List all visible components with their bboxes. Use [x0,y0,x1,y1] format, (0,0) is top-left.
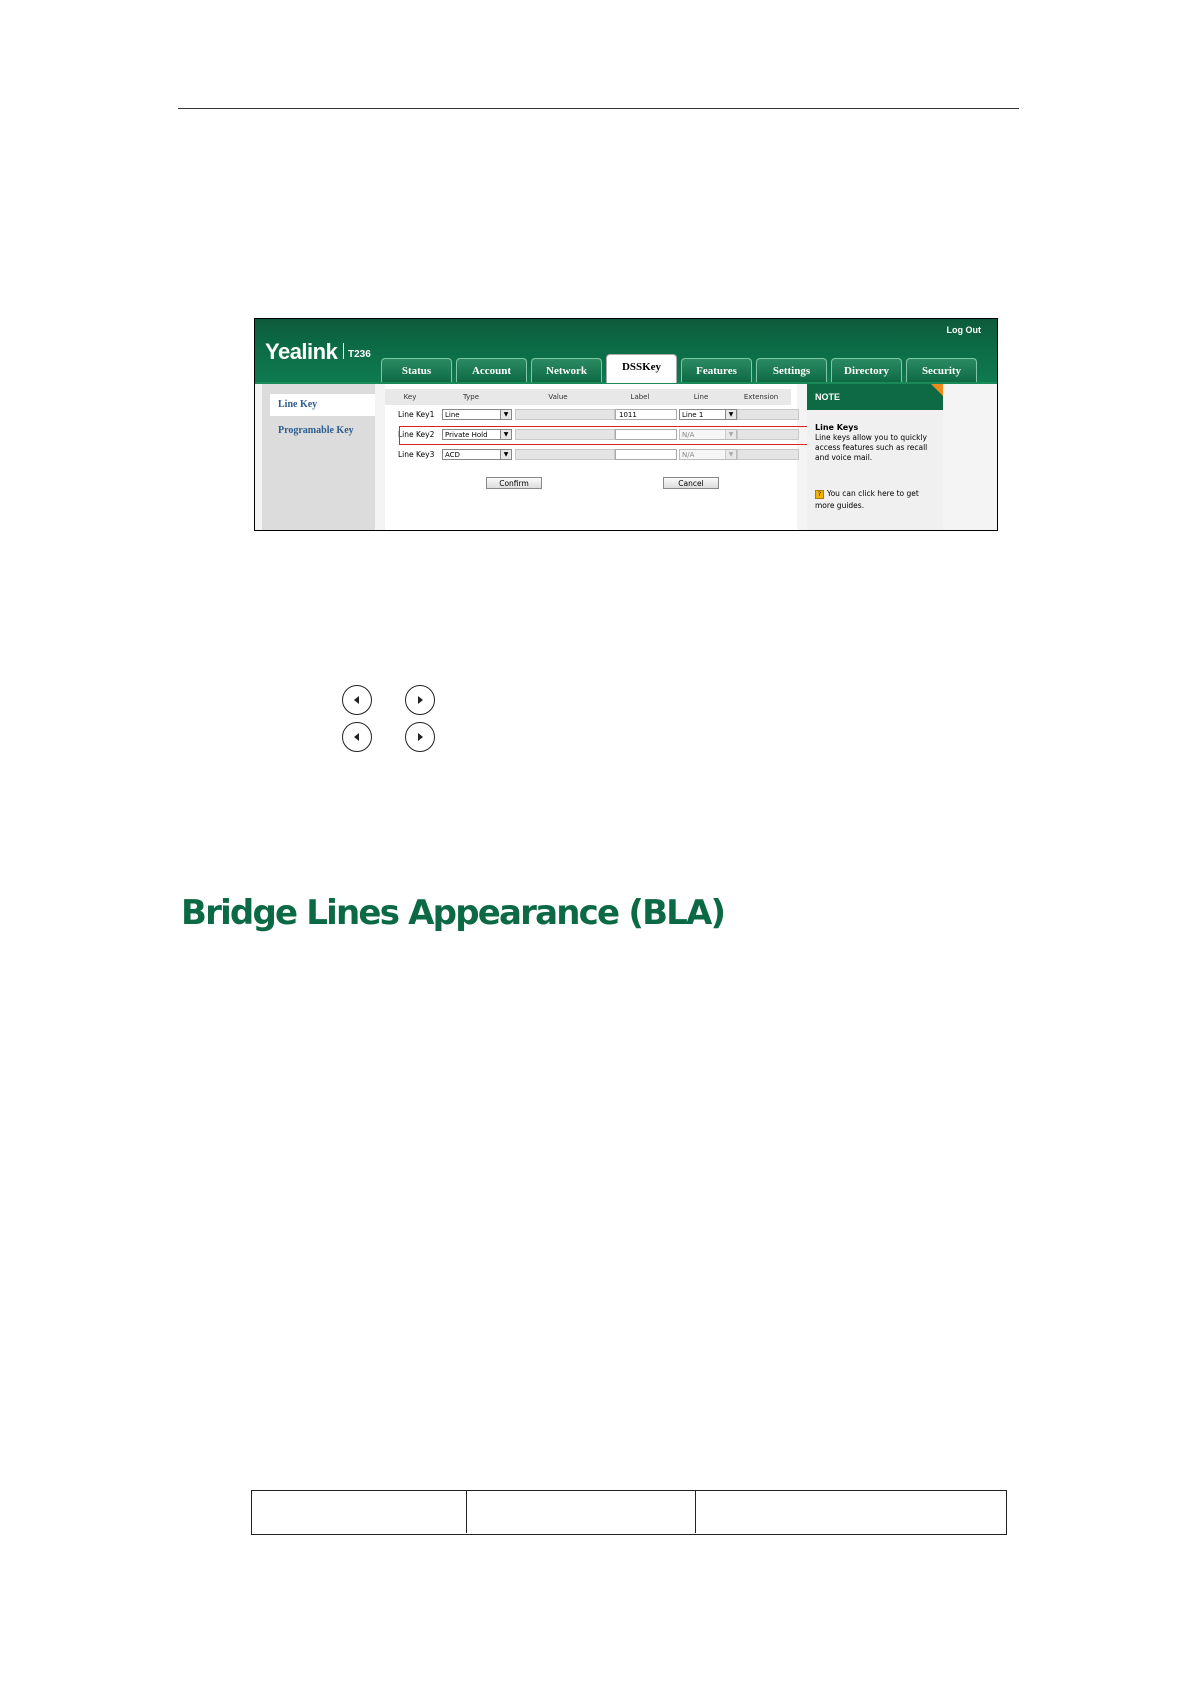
note-corner-icon [931,384,943,396]
sidebar-item-programable-key[interactable]: Programable Key [278,425,354,436]
line-select [679,449,737,460]
line-value: N/A [682,431,695,439]
type-value: Line [445,411,460,419]
header-rule [178,108,1019,109]
empty-table [251,1490,1007,1535]
type-select[interactable] [442,409,512,420]
tab-dsskey[interactable]: DSSKey [606,354,677,383]
left-arrow-key-icon [342,685,372,715]
dropdown-arrow-icon: ▼ [725,410,736,419]
dropdown-arrow-icon: ▼ [725,430,736,439]
dropdown-arrow-icon: ▼ [500,410,511,419]
value-input [515,429,615,440]
help-text: You can click here to get more guides. [815,489,919,510]
tab-network[interactable]: Network [531,358,602,382]
column-header-key: Key [385,389,435,405]
type-value: Private Hold [445,431,488,439]
tab-status[interactable]: Status [381,358,452,382]
column-header-type: Type [435,389,507,405]
column-header-label: Label [609,389,671,405]
column-header-line: Line [671,389,731,405]
help-icon: ? [815,490,824,499]
left-arrow-key-icon [342,722,372,752]
top-bar [255,319,997,384]
sidebar-item-line-key[interactable]: Line Key [270,394,375,416]
label-input[interactable] [615,449,677,460]
extension-input [737,449,799,460]
dsskey-panel [385,384,797,531]
line-value: N/A [682,451,695,459]
confirm-button[interactable]: Confirm [486,477,542,489]
sidebar [262,384,375,531]
tab-features[interactable]: Features [681,358,752,382]
web-ui-screenshot [254,318,998,531]
table-cell [252,1491,467,1533]
line-value: Line 1 [682,411,704,419]
tab-account[interactable]: Account [456,358,527,382]
row-key-label: Line Key1 [398,410,435,419]
logo-separator [343,343,344,359]
dropdown-arrow-icon: ▼ [500,430,511,439]
type-value: ACD [445,451,460,459]
cancel-button[interactable]: Cancel [663,477,719,489]
tab-security[interactable]: Security [906,358,977,382]
type-select[interactable] [442,449,512,460]
model-label: T236 [348,349,371,360]
logout-link[interactable]: Log Out [946,325,981,335]
yealink-logo: Yealink [265,339,338,364]
right-arrow-key-icon [405,685,435,715]
extension-input [737,409,799,420]
table-cell [467,1491,696,1533]
dropdown-arrow-icon: ▼ [725,450,736,459]
note-text: Line keys allow you to quickly access features such as recall and voice mail. [815,433,928,462]
note-title: Line Keys [815,423,859,432]
type-select[interactable] [442,429,512,440]
extension-input [737,429,799,440]
help-link[interactable] [815,488,940,512]
tab-settings[interactable]: Settings [756,358,827,382]
label-input[interactable]: 1011 [615,409,677,420]
column-header-value: Value [507,389,609,405]
line-select[interactable] [679,409,737,420]
tab-directory[interactable]: Directory [831,358,902,382]
note-header: NOTE [807,384,943,410]
label-input[interactable] [615,429,677,440]
value-input [515,409,615,420]
note-panel [807,384,943,531]
row-key-label: Line Key3 [398,450,435,459]
dropdown-arrow-icon: ▼ [500,450,511,459]
section-title: Bridge Lines Appearance (BLA) [181,893,725,933]
right-arrow-key-icon [405,722,435,752]
value-input [515,449,615,460]
column-header-extension: Extension [731,389,791,405]
row-key-label: Line Key2 [398,430,435,439]
line-select [679,429,737,440]
